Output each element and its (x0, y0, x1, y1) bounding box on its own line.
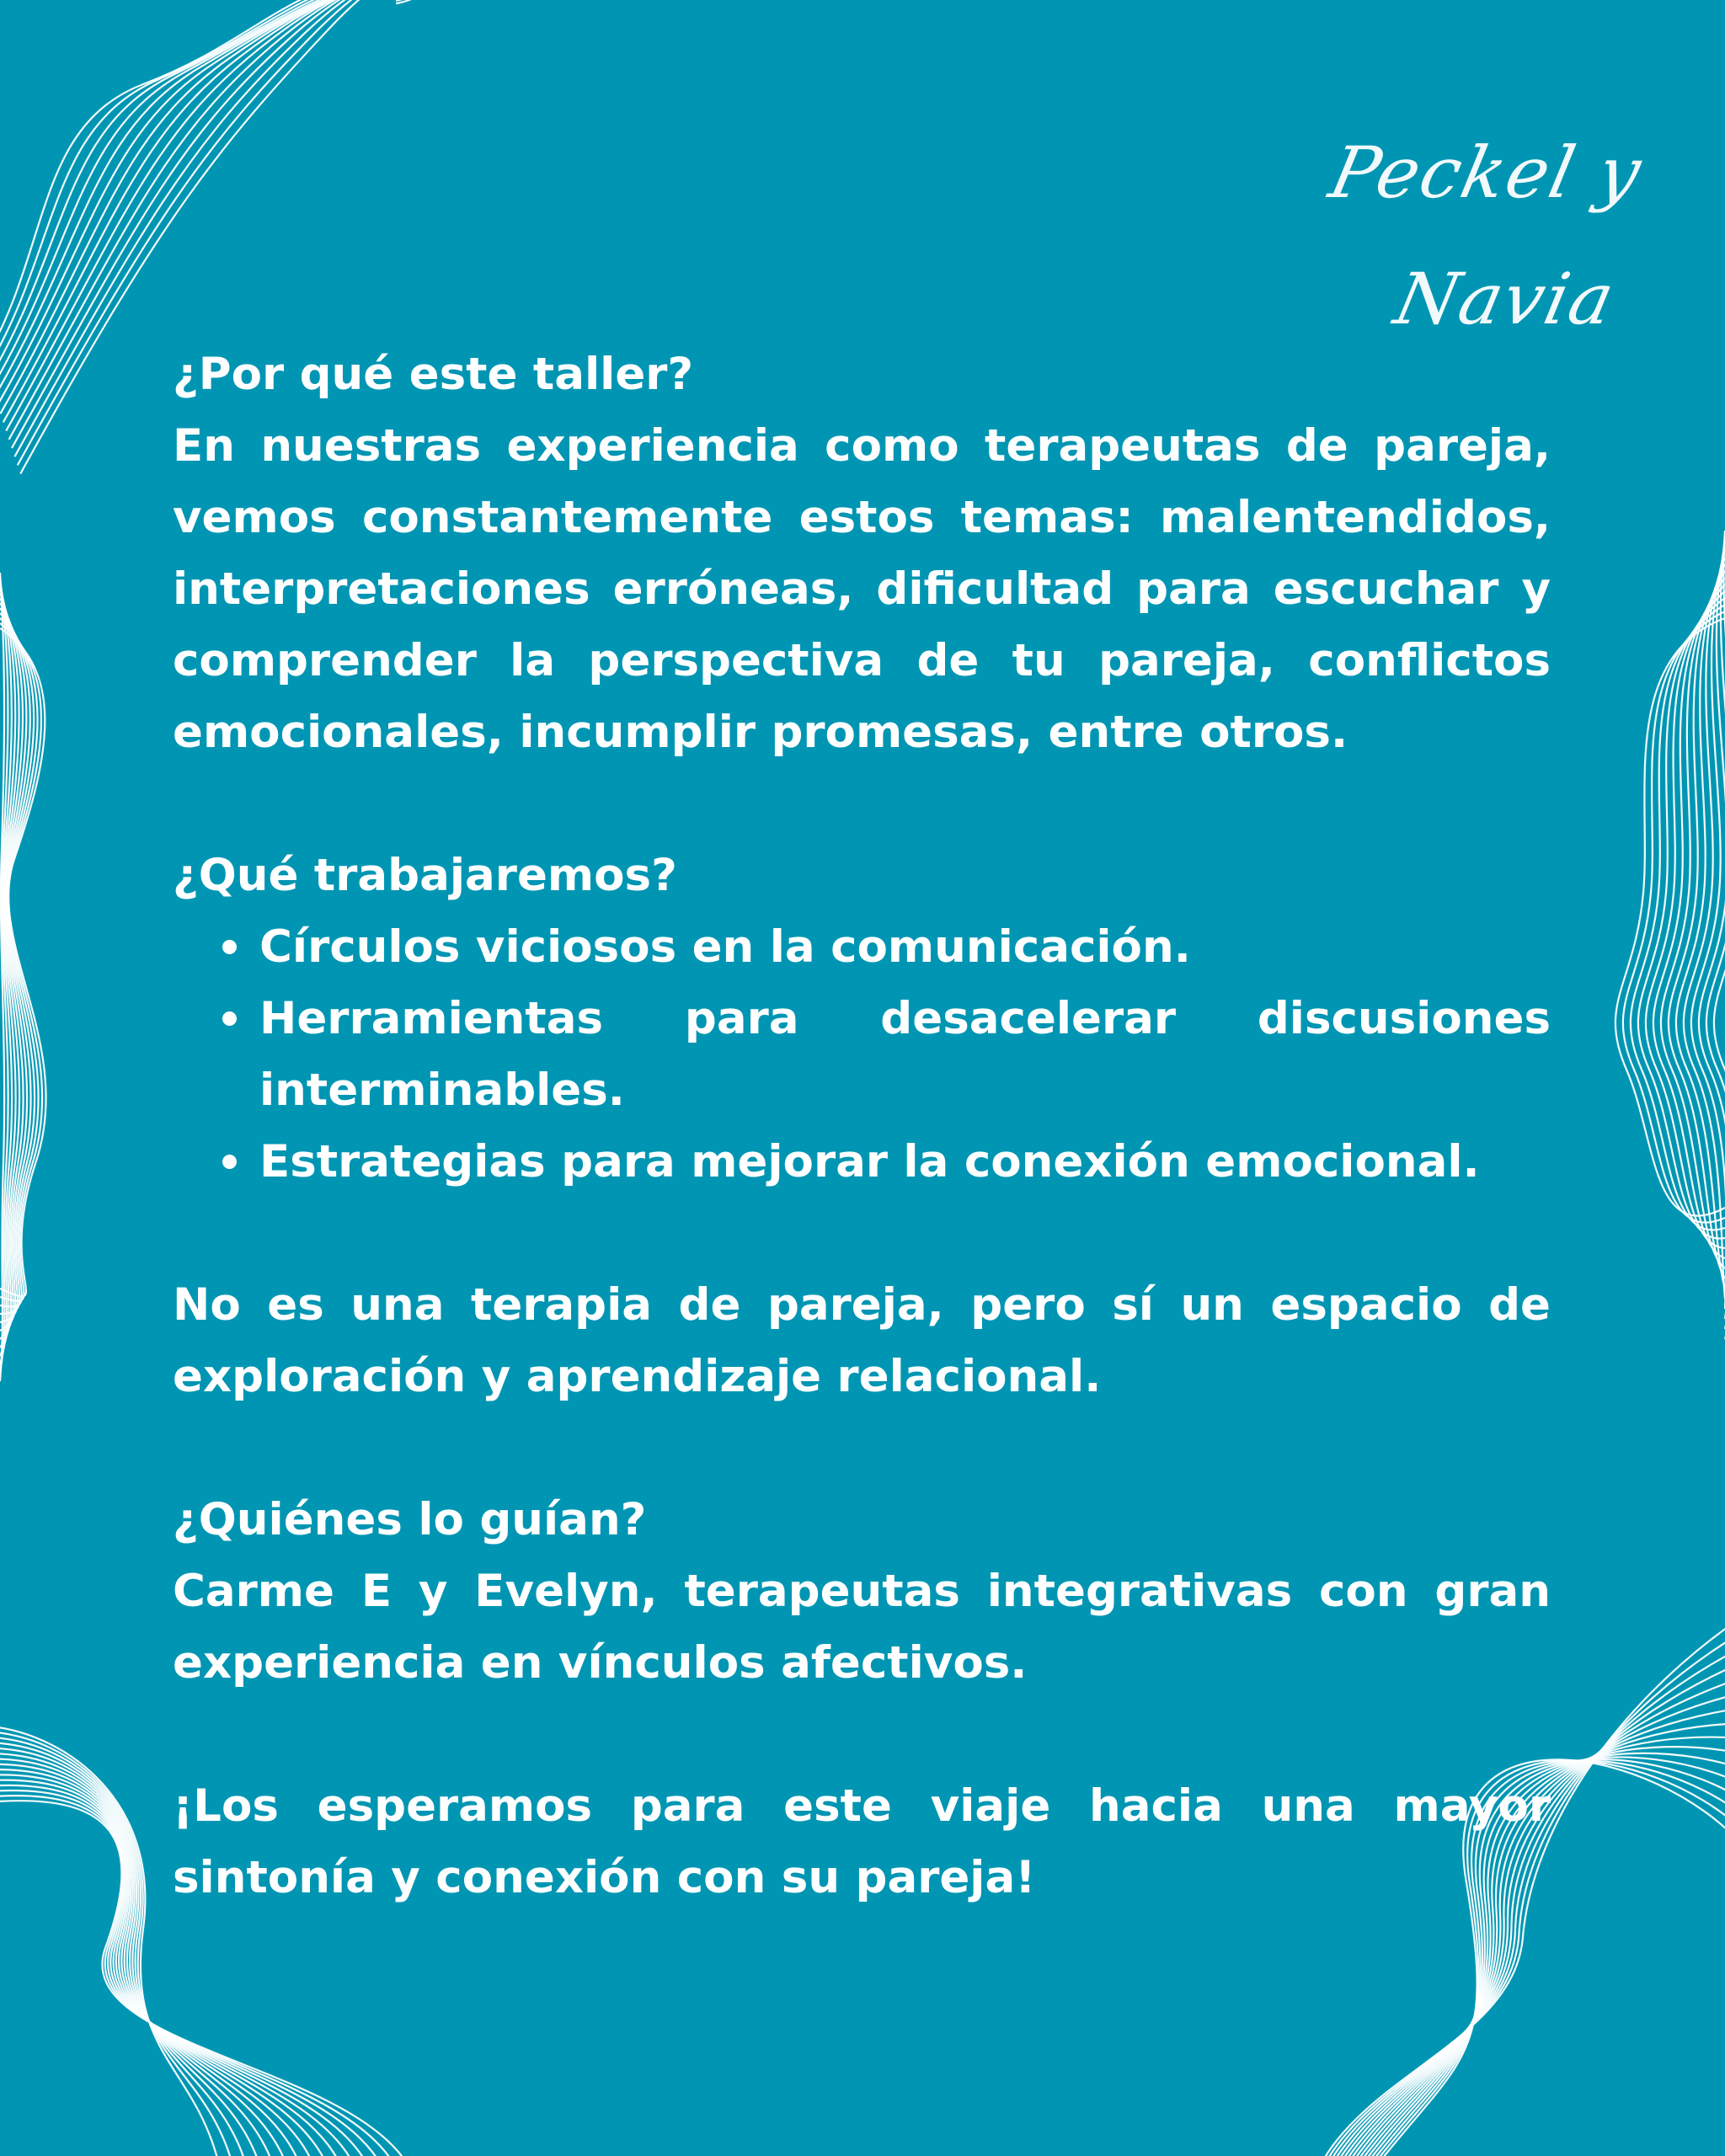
topic-item (259, 983, 1551, 1126)
heading-who: ¿Quiénes lo guían? (173, 1494, 647, 1545)
wave-line (0, 0, 396, 379)
heading-what: ¿Qué trabajaremos? (173, 850, 677, 901)
topic-item (259, 911, 1551, 983)
spacer (173, 1198, 1551, 1269)
paragraph-closing: ¡Los esperamos para este viaje hacia una mayor sintonía y conexión con su pareja! (173, 1780, 1551, 1903)
spacer (173, 768, 1551, 840)
paragraph-who: Carme E y Evelyn, terapeutas integrativas con gran experiencia en vínculos afectivos. (173, 1566, 1551, 1689)
flyer-content (173, 339, 1551, 1913)
heading-why: ¿Por qué este taller? (173, 349, 694, 400)
wave-lines-left-middle (0, 573, 109, 1381)
bullet-icon (222, 1011, 237, 1026)
wave-line (1684, 558, 1725, 1299)
topic-text: Herramientas para desacelerar discusiones interminables. (259, 993, 1551, 1116)
wave-line (0, 0, 396, 371)
paragraph-why: En nuestras experiencia como terapeutas de pareja, vemos constantemente estos temas: malentendidos, interpretaciones erróneas, dificultad para escuchar y comprender la perspectiva de tu pareja, conflictos emocionales, incumplir promesas, entre otros. (173, 420, 1551, 758)
signature-logo: Peckel y Navia (1322, 131, 1650, 340)
spacer (173, 1699, 1551, 1770)
spacer (173, 1412, 1551, 1484)
topics-list (173, 911, 1551, 1198)
wave-line (0, 0, 396, 362)
topic-item (259, 1126, 1551, 1198)
bullet-icon (222, 940, 237, 954)
bullet-icon (222, 1155, 237, 1169)
topic-text: Estrategias para mejorar la conexión emocional. (259, 1136, 1480, 1187)
paragraph-note: No es una terapia de pareja, pero sí un espacio de exploración y aprendizaje relacional. (173, 1279, 1551, 1402)
wave-lines-right-middle (1557, 531, 1725, 1339)
topic-text: Círculos viciosos en la comunicación. (259, 921, 1191, 973)
